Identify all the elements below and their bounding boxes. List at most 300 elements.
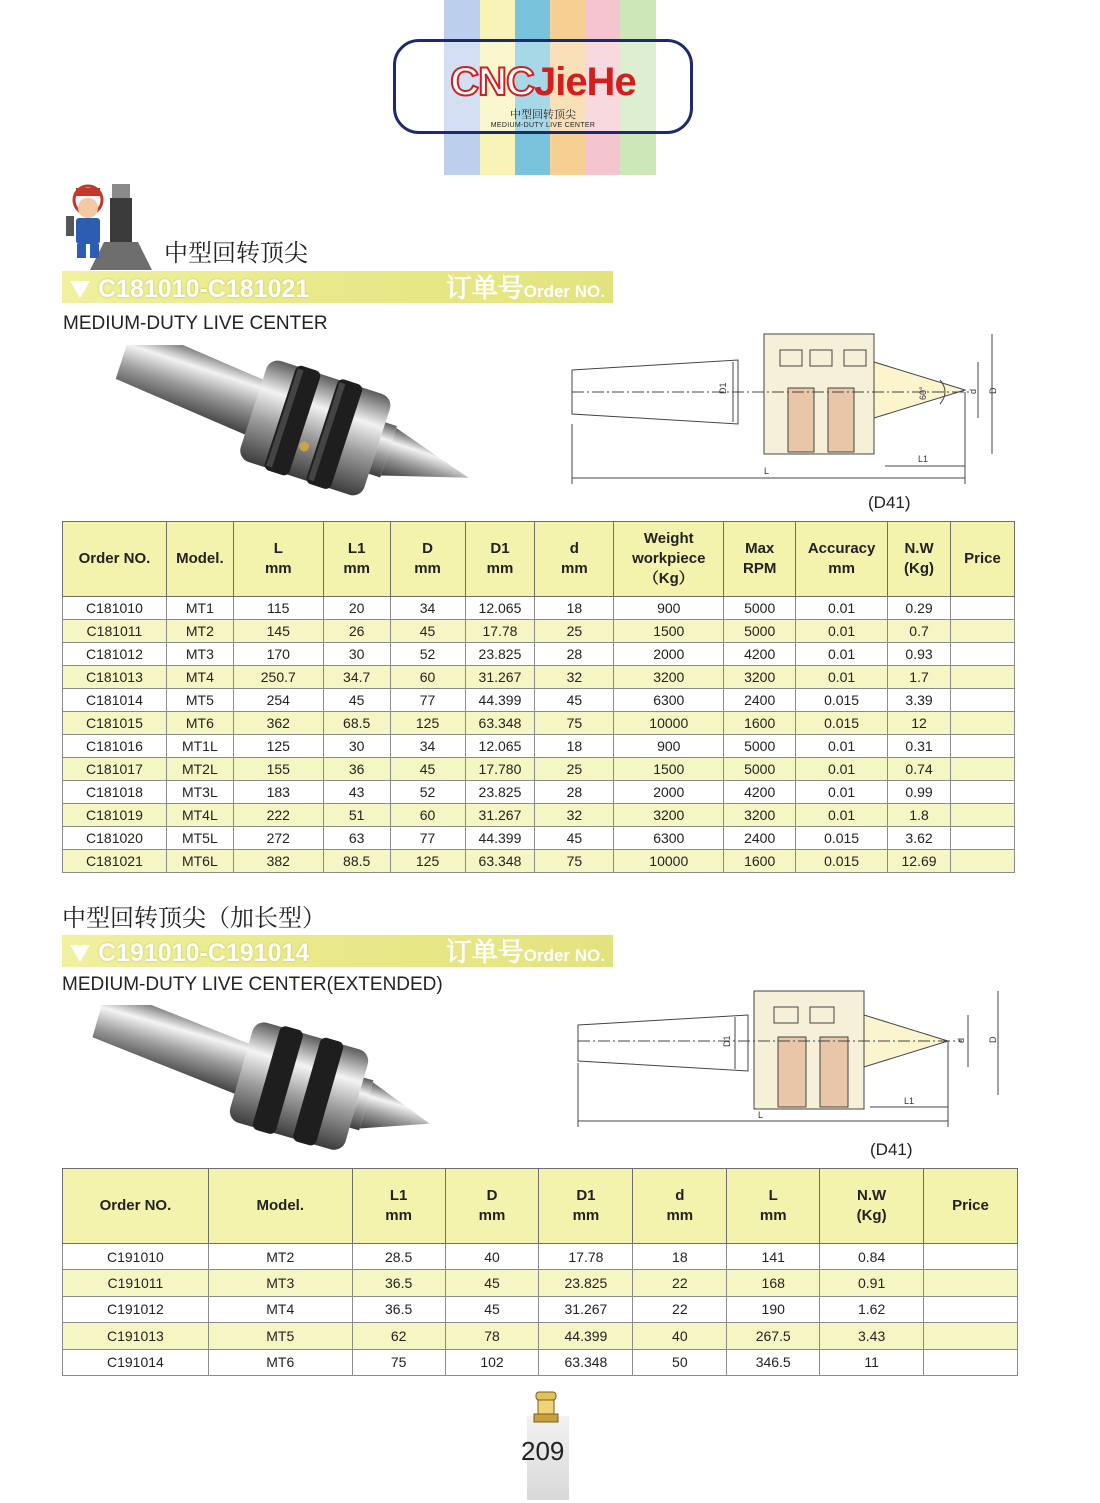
column-header <box>63 522 167 597</box>
dim-label-l1: L1 <box>918 454 929 464</box>
table-cell: 60 <box>390 666 465 689</box>
dim-label-d1: D1 <box>722 1035 732 1047</box>
table-cell: 23.825 <box>465 643 535 666</box>
table-cell: 45 <box>445 1296 539 1322</box>
table-cell: MT4L <box>166 804 233 827</box>
table-cell: 45 <box>535 689 614 712</box>
table-row <box>63 620 1015 643</box>
table-cell: 0.01 <box>796 666 888 689</box>
table-cell: 267.5 <box>727 1323 820 1349</box>
table-cell: 44.399 <box>465 689 535 712</box>
table-cell: 22 <box>633 1296 727 1322</box>
table-cell: 155 <box>233 758 323 781</box>
column-header-line: (Kg) <box>904 560 935 577</box>
table-cell: C181012 <box>63 643 167 666</box>
table-row <box>63 643 1015 666</box>
table-cell: MT5 <box>208 1323 352 1349</box>
column-header-line: mm <box>385 1207 412 1224</box>
table-cell: 6300 <box>614 689 724 712</box>
table-cell: 12 <box>888 712 951 735</box>
dim-label-angle: 60° <box>918 386 928 400</box>
table-cell: 22 <box>633 1270 727 1296</box>
logo-subtitle-cn: 中型回转顶尖 <box>510 108 576 121</box>
table-cell: MT4 <box>166 666 233 689</box>
table-row <box>63 666 1015 689</box>
table-cell: MT3 <box>166 643 233 666</box>
table-cell: 6300 <box>614 827 724 850</box>
column-header-line: mm <box>561 560 588 577</box>
column-header <box>323 522 390 597</box>
table-row <box>63 1296 1018 1322</box>
table-cell: 28 <box>535 643 614 666</box>
table-cell: 18 <box>535 597 614 620</box>
column-header-line: Order NO. <box>99 1197 172 1214</box>
table-cell: 900 <box>614 735 724 758</box>
table-cell: C181021 <box>63 850 167 873</box>
section1-drawing-note: (D41) <box>868 493 911 512</box>
column-header <box>539 1169 633 1244</box>
table-cell: 30 <box>323 735 390 758</box>
table-cell: 170 <box>233 643 323 666</box>
table-cell: 1500 <box>614 620 724 643</box>
table-cell: MT3 <box>208 1270 352 1296</box>
table-cell: 34 <box>390 597 465 620</box>
table-cell: 28 <box>535 781 614 804</box>
column-header <box>445 1169 539 1244</box>
column-header-line: mm <box>486 560 514 577</box>
table-row <box>63 804 1015 827</box>
column-header <box>352 1169 445 1244</box>
column-header-line: mm <box>828 560 855 577</box>
table-cell: 45 <box>390 620 465 643</box>
section1-title-cn: 中型回转顶尖 <box>164 239 308 267</box>
table-cell: MT5 <box>166 689 233 712</box>
table-cell <box>924 1244 1018 1270</box>
table-cell <box>951 712 1015 735</box>
dim-label-d: d <box>968 388 978 394</box>
section1-order-bar <box>62 271 613 303</box>
table-cell: 0.01 <box>796 758 888 781</box>
table-cell: 10000 <box>614 850 724 873</box>
table-cell: 17.780 <box>465 758 535 781</box>
table-cell: 0.01 <box>796 620 888 643</box>
column-header-line: RPM <box>743 560 777 577</box>
table-cell: C191012 <box>63 1296 209 1322</box>
column-header-line: (Kg) <box>856 1207 887 1224</box>
table-cell: 36.5 <box>352 1270 445 1296</box>
column-header <box>724 522 796 597</box>
table-cell: C191011 <box>63 1270 209 1296</box>
table-cell: C181013 <box>63 666 167 689</box>
table-cell: 63 <box>323 827 390 850</box>
table-cell: 4200 <box>724 643 796 666</box>
table-cell: 0.93 <box>888 643 951 666</box>
table-cell: 0.74 <box>888 758 951 781</box>
table-cell: 382 <box>233 850 323 873</box>
column-header-line: mm <box>478 1207 506 1224</box>
table-cell: 272 <box>233 827 323 850</box>
column-header-line: mm <box>414 560 441 577</box>
table-cell: MT2 <box>208 1244 352 1270</box>
table-cell: 45 <box>535 827 614 850</box>
dim-label-l1: L1 <box>904 1096 915 1106</box>
table-cell: MT6L <box>166 850 233 873</box>
table-cell: MT5L <box>166 827 233 850</box>
table-cell <box>924 1270 1018 1296</box>
section1-table-body <box>63 597 1015 873</box>
logo-text <box>396 60 690 104</box>
table-cell <box>951 735 1015 758</box>
section2-table-header <box>63 1169 1018 1244</box>
table-cell: 20 <box>323 597 390 620</box>
table-cell: 1.62 <box>820 1296 924 1322</box>
column-header-line: workpiece <box>632 550 706 567</box>
column-header <box>951 522 1015 597</box>
table-cell: 183 <box>233 781 323 804</box>
table-cell: 75 <box>535 712 614 735</box>
column-header-line: D <box>486 1187 498 1204</box>
table-cell: 45 <box>445 1270 539 1296</box>
column-header <box>796 522 888 597</box>
table-cell <box>951 666 1015 689</box>
column-header <box>924 1169 1018 1244</box>
table-cell: MT1L <box>166 735 233 758</box>
table-cell: 10000 <box>614 712 724 735</box>
dim-label-L: L <box>758 1110 764 1120</box>
table-cell: 3200 <box>724 666 796 689</box>
table-cell: 28.5 <box>352 1244 445 1270</box>
table-cell: MT2 <box>166 620 233 643</box>
column-header <box>614 522 724 597</box>
column-header-line: mm <box>666 1207 694 1224</box>
table-row <box>63 1270 1018 1296</box>
table-cell: 36 <box>323 758 390 781</box>
table-cell: 78 <box>445 1323 539 1349</box>
section1-order-label <box>446 271 605 309</box>
table-cell: 102 <box>445 1349 539 1375</box>
table-cell: C181014 <box>63 689 167 712</box>
table-cell: 3.43 <box>820 1323 924 1349</box>
section2-drawing-note: (D41) <box>870 1140 913 1159</box>
column-header-line: Price <box>952 1197 989 1214</box>
column-header-line: Model. <box>256 1197 305 1214</box>
technical-drawing-2 <box>570 985 1010 1135</box>
column-header <box>465 522 535 597</box>
page-number: 209 <box>521 1436 565 1466</box>
column-header-line: Order NO. <box>78 550 151 567</box>
table-cell: 0.29 <box>888 597 951 620</box>
column-header <box>208 1169 352 1244</box>
table-cell: 0.01 <box>796 643 888 666</box>
table-cell: 190 <box>727 1296 820 1322</box>
column-header-line: Weight <box>643 530 694 547</box>
section2-order-label <box>446 935 605 973</box>
table-cell: MT6 <box>208 1349 352 1375</box>
column-header-line: L1 <box>389 1187 408 1204</box>
section2-order-bar <box>62 935 613 967</box>
table-cell: 1500 <box>614 758 724 781</box>
table-cell <box>924 1349 1018 1375</box>
order-label-cn: 订单号 <box>445 273 524 303</box>
column-header-line: d <box>675 1187 685 1204</box>
table-cell: 11 <box>820 1349 924 1375</box>
column-header <box>233 522 323 597</box>
table-cell: 75 <box>535 850 614 873</box>
logo-name: JieHe <box>533 60 636 104</box>
table-cell: MT3L <box>166 781 233 804</box>
column-header-line: L <box>273 540 283 557</box>
table-cell: 254 <box>233 689 323 712</box>
table-cell: 45 <box>323 689 390 712</box>
table-cell: 141 <box>727 1244 820 1270</box>
table-cell <box>951 827 1015 850</box>
table-cell: 18 <box>633 1244 727 1270</box>
table-cell: 12.69 <box>888 850 951 873</box>
table-cell: 34 <box>390 735 465 758</box>
column-header <box>166 522 233 597</box>
table-cell: 0.84 <box>820 1244 924 1270</box>
table-cell: 50 <box>633 1349 727 1375</box>
table-cell: 0.015 <box>796 827 888 850</box>
table-cell: 5000 <box>724 597 796 620</box>
table-cell: 26 <box>323 620 390 643</box>
table-cell: 3.62 <box>888 827 951 850</box>
logo-subtitle-en: MEDIUM-DUTY LIVE CENTER <box>490 122 596 129</box>
section2-spec-table <box>62 1168 1018 1376</box>
table-cell: 77 <box>390 827 465 850</box>
table-cell: 60 <box>390 804 465 827</box>
table-cell: 2000 <box>614 643 724 666</box>
table-cell <box>951 758 1015 781</box>
table-cell: 1.7 <box>888 666 951 689</box>
dim-label-D: D <box>988 1036 998 1043</box>
dim-label-d: d <box>956 1037 966 1043</box>
table-cell: 32 <box>535 666 614 689</box>
table-cell: 346.5 <box>727 1349 820 1375</box>
table-cell: C181016 <box>63 735 167 758</box>
section2-table-body <box>63 1244 1018 1376</box>
table-cell: C181015 <box>63 712 167 735</box>
table-cell: 0.7 <box>888 620 951 643</box>
table-cell: 0.31 <box>888 735 951 758</box>
table-cell: 4200 <box>724 781 796 804</box>
column-header-line: d <box>569 540 579 557</box>
table-cell: 2400 <box>724 827 796 850</box>
section1-title-en: MEDIUM-DUTY LIVE CENTER <box>63 313 328 334</box>
table-cell: 222 <box>233 804 323 827</box>
table-cell: MT2L <box>166 758 233 781</box>
table-row <box>63 827 1015 850</box>
column-header-line: mm <box>759 1207 787 1224</box>
table-cell: 12.065 <box>465 597 535 620</box>
table-cell: 45 <box>390 758 465 781</box>
table-row <box>63 1323 1018 1349</box>
table-cell: 62 <box>352 1323 445 1349</box>
column-header <box>535 522 614 597</box>
table-cell: 145 <box>233 620 323 643</box>
column-header-line: mm <box>264 560 292 577</box>
table-cell: 168 <box>727 1270 820 1296</box>
column-header-line: L <box>768 1187 778 1204</box>
column-header-line: （Kg） <box>643 570 694 587</box>
table-cell: 250.7 <box>233 666 323 689</box>
table-cell: 23.825 <box>465 781 535 804</box>
table-cell: 0.99 <box>888 781 951 804</box>
table-row <box>63 735 1015 758</box>
table-cell: 40 <box>445 1244 539 1270</box>
table-cell: C191013 <box>63 1323 209 1349</box>
table-cell: 44.399 <box>539 1323 633 1349</box>
section2-title-cn: 中型回转顶尖（加长型） <box>62 904 326 932</box>
table-cell: 52 <box>390 781 465 804</box>
section1-spec-table <box>62 521 1015 873</box>
table-cell: 3200 <box>724 804 796 827</box>
table-cell: 5000 <box>724 758 796 781</box>
table-cell: 3.39 <box>888 689 951 712</box>
section1-table-header <box>63 522 1015 597</box>
dim-label-L: L <box>764 466 770 476</box>
dim-label-D: D <box>988 387 998 394</box>
table-cell <box>951 597 1015 620</box>
section2-title-en: MEDIUM-DUTY LIVE CENTER(EXTENDED) <box>62 974 443 995</box>
table-cell: 36.5 <box>352 1296 445 1322</box>
column-header-line: mm <box>572 1207 600 1224</box>
table-cell: 63.348 <box>539 1349 633 1375</box>
table-cell: 125 <box>390 850 465 873</box>
table-cell: 12.065 <box>465 735 535 758</box>
table-cell: 5000 <box>724 735 796 758</box>
table-cell: 63.348 <box>465 712 535 735</box>
table-cell: 17.78 <box>539 1244 633 1270</box>
table-row <box>63 1244 1018 1270</box>
column-header-line: Model. <box>176 550 224 567</box>
table-cell: MT1 <box>166 597 233 620</box>
table-cell: 125 <box>390 712 465 735</box>
column-header-line: Price <box>964 550 1001 567</box>
table-cell: 75 <box>352 1349 445 1375</box>
table-cell: 44.399 <box>465 827 535 850</box>
table-cell: 5000 <box>724 620 796 643</box>
table-cell: 88.5 <box>323 850 390 873</box>
table-row <box>63 689 1015 712</box>
table-cell: C181020 <box>63 827 167 850</box>
column-header-line: Accuracy <box>807 540 876 557</box>
table-cell: C181018 <box>63 781 167 804</box>
table-cell <box>951 620 1015 643</box>
table-cell: 900 <box>614 597 724 620</box>
table-cell <box>924 1296 1018 1322</box>
section2-code-range: C191010-C191014 <box>98 939 310 967</box>
table-cell: 0.015 <box>796 850 888 873</box>
column-header-line: D <box>422 540 433 557</box>
table-cell: C181019 <box>63 804 167 827</box>
table-cell: 0.01 <box>796 781 888 804</box>
logo-cnc: CNC <box>450 60 534 104</box>
order-label-en: Order NO. <box>523 282 605 301</box>
table-cell: 40 <box>633 1323 727 1349</box>
table-cell: 77 <box>390 689 465 712</box>
table-row <box>63 1349 1018 1375</box>
table-cell: 2000 <box>614 781 724 804</box>
table-row <box>63 781 1015 804</box>
live-center-photo <box>100 345 480 505</box>
table-cell <box>951 850 1015 873</box>
table-cell: 51 <box>323 804 390 827</box>
column-header-line: N.W <box>857 1187 887 1204</box>
extended-live-center-photo <box>80 1005 440 1150</box>
table-cell: C181017 <box>63 758 167 781</box>
table-cell: 52 <box>390 643 465 666</box>
table-cell <box>951 804 1015 827</box>
table-cell: 0.91 <box>820 1270 924 1296</box>
column-header-line: L1 <box>347 540 366 557</box>
table-cell: 17.78 <box>465 620 535 643</box>
table-cell: 3200 <box>614 666 724 689</box>
table-cell: 32 <box>535 804 614 827</box>
table-cell: 0.015 <box>796 689 888 712</box>
column-header-line: mm <box>343 560 371 577</box>
table-cell: 63.348 <box>465 850 535 873</box>
table-cell: 0.01 <box>796 597 888 620</box>
table-cell: 23.825 <box>539 1270 633 1296</box>
table-cell: 1.8 <box>888 804 951 827</box>
table-cell: 31.267 <box>465 666 535 689</box>
table-cell: 1600 <box>724 712 796 735</box>
table-cell: 0.01 <box>796 804 888 827</box>
table-cell: 3200 <box>614 804 724 827</box>
brand-logo <box>393 39 693 134</box>
table-cell: MT4 <box>208 1296 352 1322</box>
column-header <box>820 1169 924 1244</box>
column-header-line: D1 <box>490 540 510 557</box>
order-label-en: Order NO. <box>523 946 605 965</box>
column-header-line: N.W <box>904 540 934 557</box>
column-header <box>390 522 465 597</box>
column-header-line: Max <box>745 540 775 557</box>
dim-label-d1: D1 <box>718 382 728 394</box>
mascot-icon <box>60 178 152 270</box>
table-row <box>63 758 1015 781</box>
column-header <box>63 1169 209 1244</box>
table-cell: C181011 <box>63 620 167 643</box>
column-header-line: D1 <box>576 1187 596 1204</box>
table-cell: 25 <box>535 620 614 643</box>
table-cell: C191014 <box>63 1349 209 1375</box>
table-cell <box>924 1323 1018 1349</box>
table-cell <box>951 689 1015 712</box>
column-header <box>888 522 951 597</box>
table-cell <box>951 781 1015 804</box>
mascot-small-icon <box>530 1390 562 1424</box>
table-cell: 18 <box>535 735 614 758</box>
table-cell: 31.267 <box>539 1296 633 1322</box>
table-cell: 362 <box>233 712 323 735</box>
table-row <box>63 850 1015 873</box>
table-cell: 68.5 <box>323 712 390 735</box>
column-header <box>633 1169 727 1244</box>
table-cell: 125 <box>233 735 323 758</box>
table-cell: C191010 <box>63 1244 209 1270</box>
table-cell: 0.01 <box>796 735 888 758</box>
table-cell: 30 <box>323 643 390 666</box>
table-cell: 31.267 <box>465 804 535 827</box>
column-header <box>727 1169 820 1244</box>
table-cell: 43 <box>323 781 390 804</box>
triangle-icon <box>70 281 90 298</box>
table-cell <box>951 643 1015 666</box>
technical-drawing-1 <box>560 328 1000 493</box>
table-cell: C181010 <box>63 597 167 620</box>
